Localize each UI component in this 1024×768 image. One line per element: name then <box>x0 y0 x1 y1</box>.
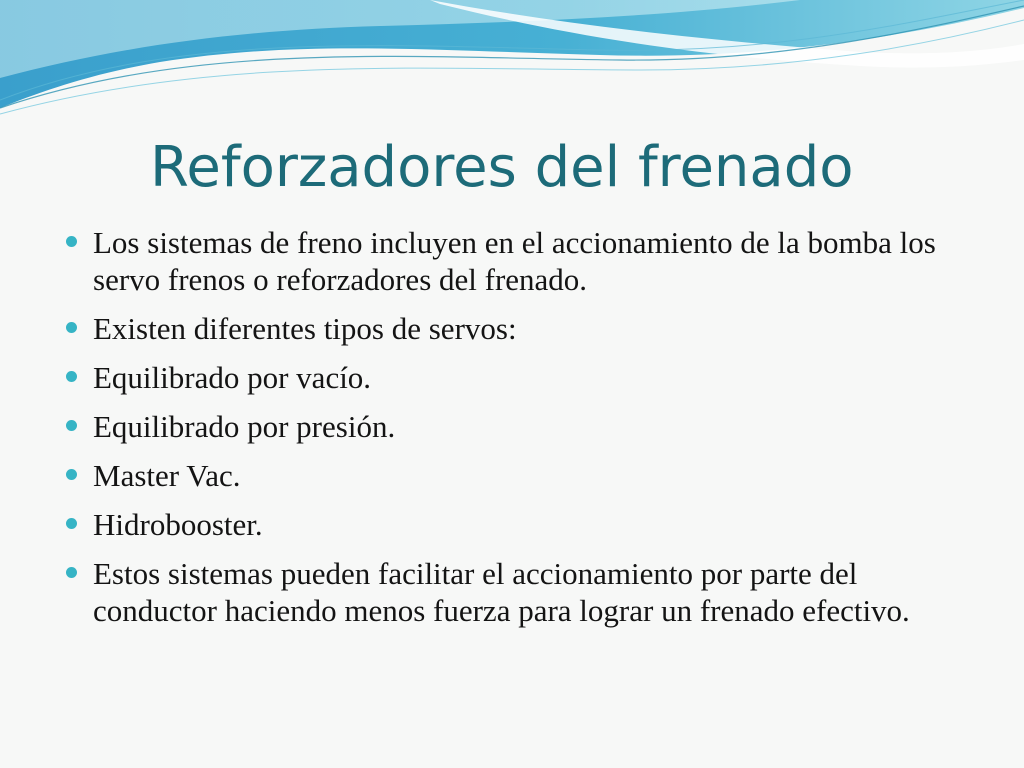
bullet-text: Existen diferentes tipos de servos: <box>93 311 517 346</box>
bullet-item <box>0 359 1024 396</box>
bullet-marker-icon <box>66 236 77 247</box>
bullet-text: Master Vac. <box>93 458 241 493</box>
bullet-item <box>0 224 1024 298</box>
bullet-text: Equilibrado por presión. <box>93 409 396 444</box>
bullet-marker-icon <box>66 469 77 480</box>
bullet-marker-icon <box>66 518 77 529</box>
bullet-list <box>0 224 1024 641</box>
bullet-marker-icon <box>66 371 77 382</box>
bullet-item <box>0 457 1024 494</box>
bullet-marker-icon <box>66 322 77 333</box>
bullet-item <box>0 408 1024 445</box>
wave-decoration <box>0 0 1024 130</box>
bullet-text: Los sistemas de freno incluyen en el accionamiento de la bomba los servo frenos o reforzadores del frenado. <box>93 225 936 297</box>
bullet-marker-icon <box>66 420 77 431</box>
slide-title: Reforzadores del frenado <box>150 135 854 200</box>
bullet-text: Hidrobooster. <box>93 507 263 542</box>
bullet-marker-icon <box>66 567 77 578</box>
bullet-item <box>0 555 1024 629</box>
bullet-text: Equilibrado por vacío. <box>93 360 372 395</box>
bullet-item <box>0 310 1024 347</box>
bullet-item <box>0 506 1024 543</box>
bullet-text: Estos sistemas pueden facilitar el accionamiento por parte del conductor haciendo menos fuerza para lograr un frenado efectivo. <box>93 556 910 628</box>
